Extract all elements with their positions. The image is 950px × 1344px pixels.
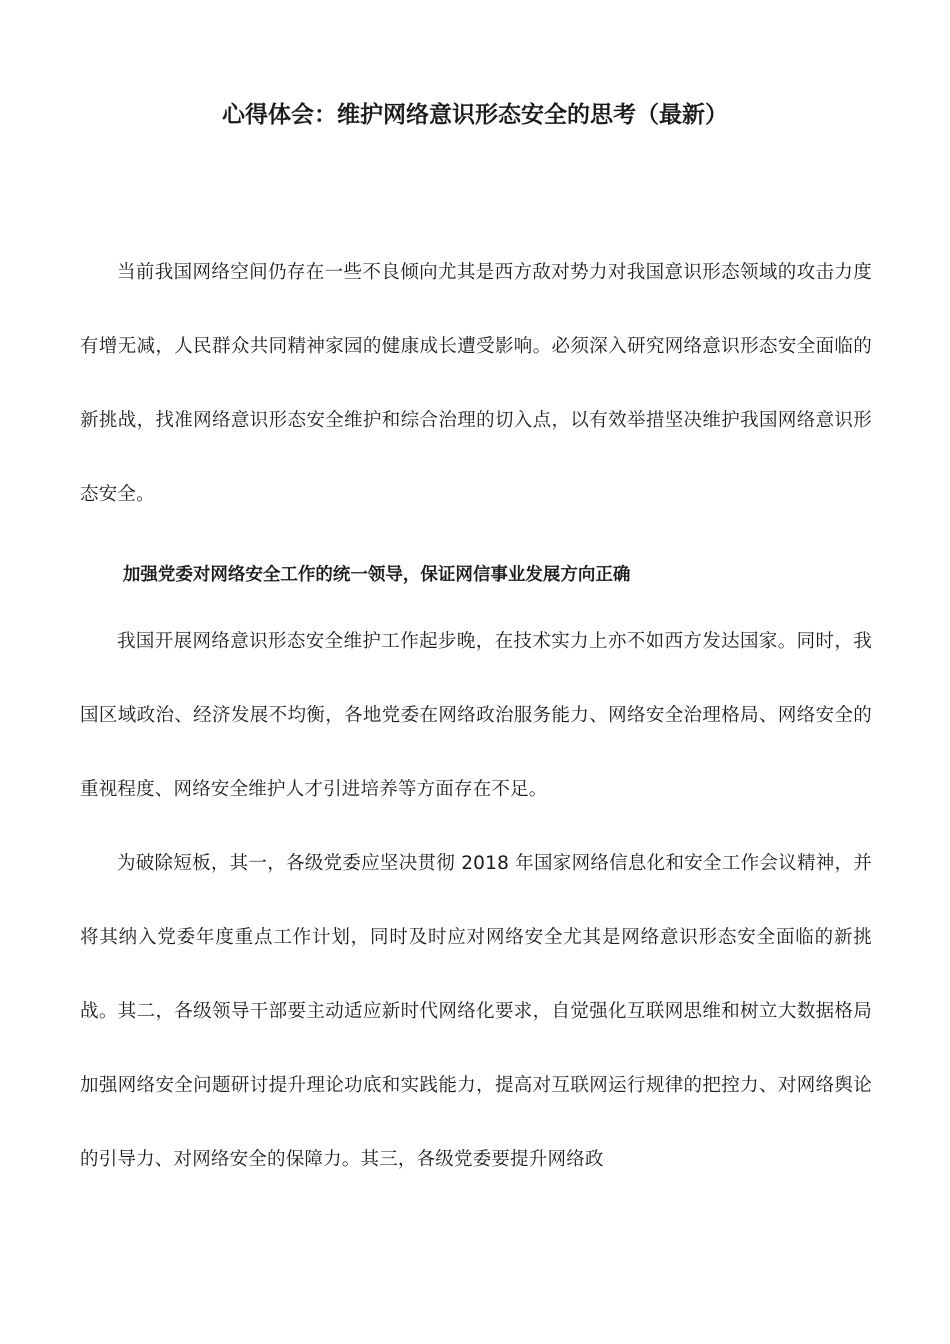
intro-paragraph: 当前我国网络空间仍存在一些不良倾向尤其是西方敌对势力对我国意识形态领域的攻击力度有增无减，人民群众共同精神家园的健康成长遭受影响。必须深入研究网络意识形态安全面临的新挑战，找准网络意识形态安全维护和综合治理的切入点，以有效举措坚决维护我国网络意识形态安全。 bbox=[80, 262, 872, 505]
document-title: 心得体会：维护网络意识形态安全的思考（最新） bbox=[222, 102, 728, 128]
section-heading: 加强党委对网络安全工作的统一领导，保证网信事业发展方向正确 bbox=[122, 565, 631, 585]
section-paragraph-1: 我国开展网络意识形态安全维护工作起步晚，在技术实力上亦不如西方发达国家。同时，我国区域政治、经济发展不均衡，各地党委在网络政治服务能力、网络安全治理格局、网络安全的重视程度、网络安全维护人才引进培养等方面存在不足。 bbox=[80, 631, 872, 800]
section-paragraph-2: 为破除短板，其一，各级党委应坚决贯彻 2018 年国家网络信息化和安全工作会议精神，并将其纳入党委年度重点工作计划，同时及时应对网络安全尤其是网络意识形态安全面临的新挑战。其二，各级领导干部要主动适应新时代网络化要求，自觉强化互联网思维和树立大数据格局加强网络安全问题研讨提升理论功底和实践能力，提高对互联网运行规律的把控力、对网络舆论的引导力、对网络安全的保障力。其三，各级党委要提升网络政 bbox=[80, 853, 872, 1170]
